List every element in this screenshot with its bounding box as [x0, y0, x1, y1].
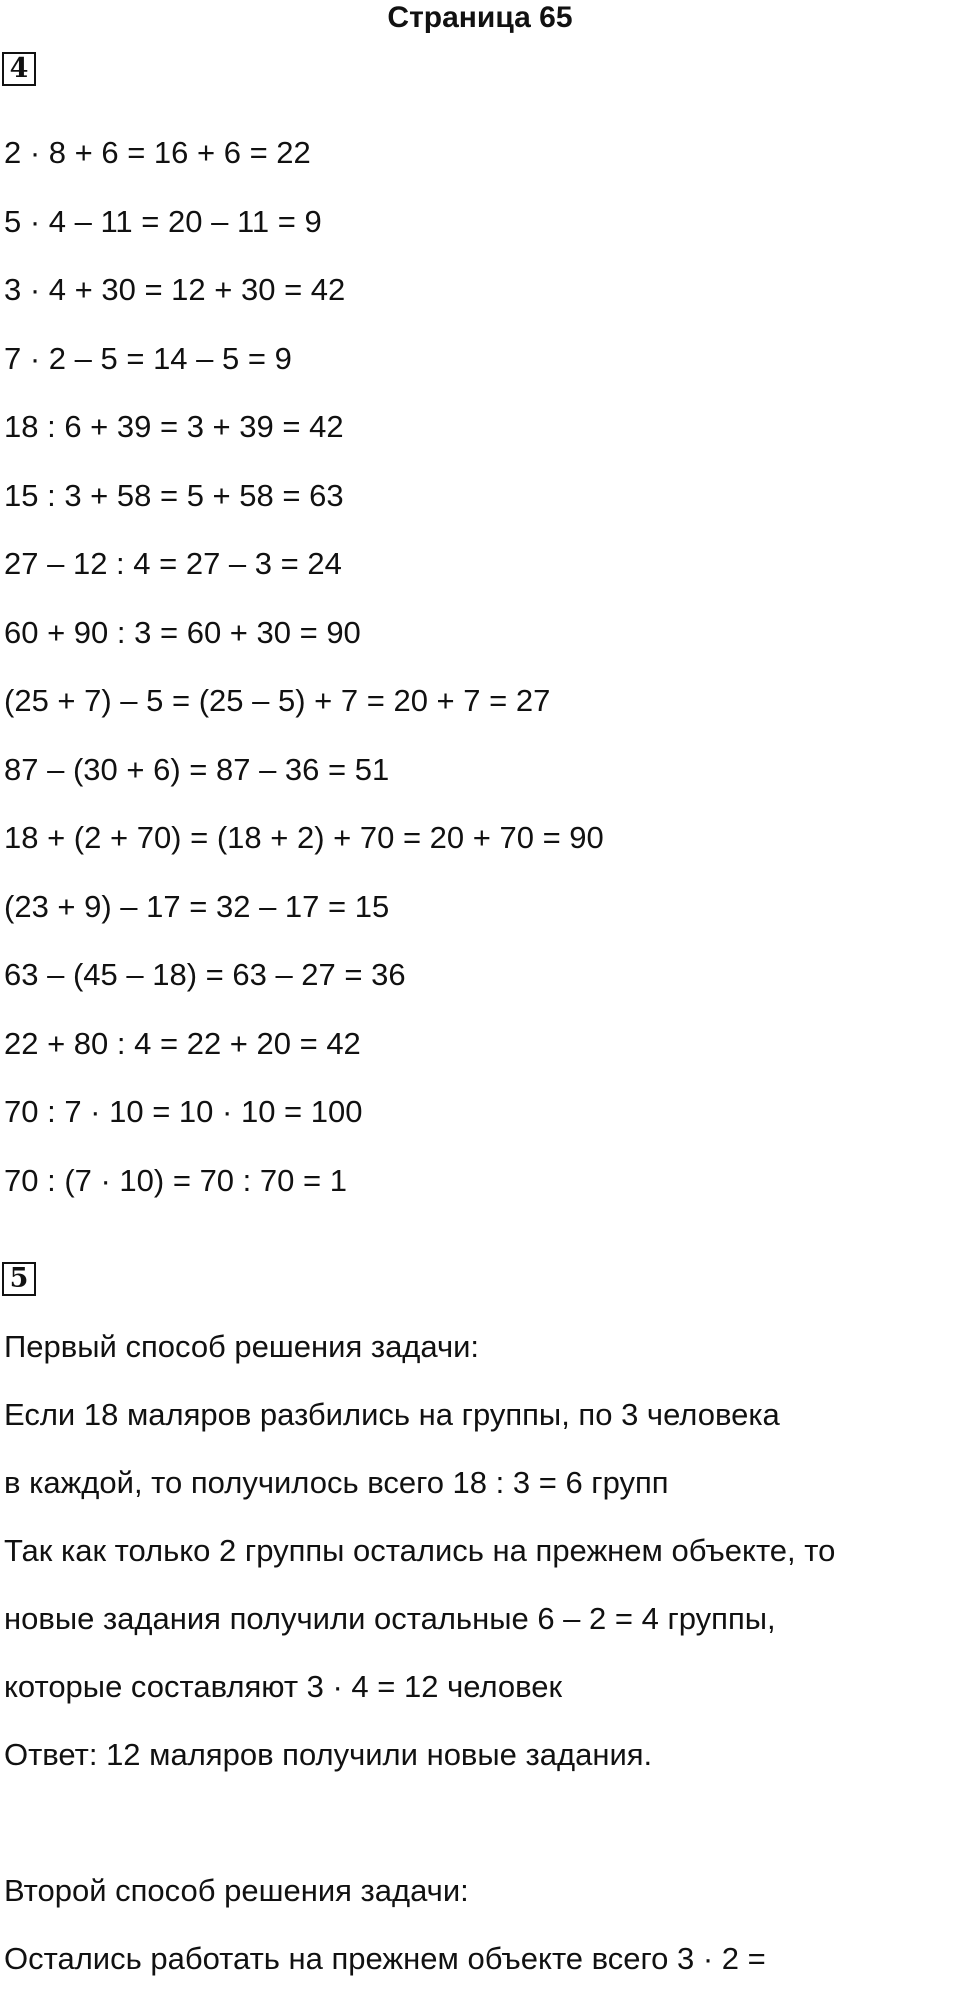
solution-line: новые задания получили остальные 6 – 2 = 4 группы, [4, 1601, 776, 1636]
task-5-number-box [2, 1262, 36, 1296]
task-5-number: 5 [9, 1263, 29, 1294]
equation-line: 27 – 12 : 4 = 27 – 3 = 24 [4, 546, 342, 581]
equation-line: 70 : 7 · 10 = 10 · 10 = 100 [4, 1094, 363, 1129]
solution-line: в каждой, то получилось всего 18 : 3 = 6 групп [4, 1465, 669, 1500]
solution-line: Остались работать на прежнем объекте всего 3 · 2 = [4, 1941, 766, 1976]
page-title: Страница 65 [387, 1, 573, 34]
equation-line: 5 · 4 – 11 = 20 – 11 = 9 [4, 203, 322, 239]
solution-line: Так как только 2 группы остались на прежнем объекте, то [4, 1533, 836, 1568]
equation-line: 2 · 8 + 6 = 16 + 6 = 22 [4, 135, 311, 170]
task-5-solution [4, 1330, 835, 2010]
equation-line: 22 + 80 : 4 = 22 + 20 = 42 [4, 1025, 361, 1061]
equation-line: 63 – (45 – 18) = 63 – 27 = 36 [4, 957, 406, 992]
task-4-number-box [2, 52, 36, 86]
equation-line: 7 · 2 – 5 = 14 – 5 = 9 [4, 340, 292, 376]
equation-line: 87 – (30 + 6) = 87 – 36 = 51 [4, 751, 390, 787]
equation-line: 18 + (2 + 70) = (18 + 2) + 70 = 20 + 70 = 90 [4, 820, 604, 855]
equation-line: 18 : 6 + 39 = 3 + 39 = 42 [4, 409, 344, 444]
equation-line: 70 : (7 · 10) = 70 : 70 = 1 [4, 1162, 347, 1198]
solution-line: которые составляют 3 · 4 = 12 человек [4, 1669, 563, 1704]
equation-line: 15 : 3 + 58 = 5 + 58 = 63 [4, 477, 344, 513]
solution-line: Если 18 маляров разбились на группы, по 3 человека [4, 1397, 780, 1432]
equation-line: (23 + 9) – 17 = 32 – 17 = 15 [4, 888, 390, 924]
solution-line: Ответ: 12 маляров получили новые задания. [4, 1737, 653, 1772]
equation-line: (25 + 7) – 5 = (25 – 5) + 7 = 20 + 7 = 27 [4, 683, 551, 718]
task-4-number: 4 [9, 53, 29, 84]
solution-line: Второй способ решения задачи: [4, 1873, 469, 1908]
task-4-equations [4, 136, 604, 1232]
equation-line: 3 · 4 + 30 = 12 + 30 = 42 [4, 272, 346, 307]
solution-line: Первый способ решения задачи: [4, 1329, 480, 1364]
equation-line: 60 + 90 : 3 = 60 + 30 = 90 [4, 614, 361, 650]
blank-line [4, 1806, 835, 1874]
